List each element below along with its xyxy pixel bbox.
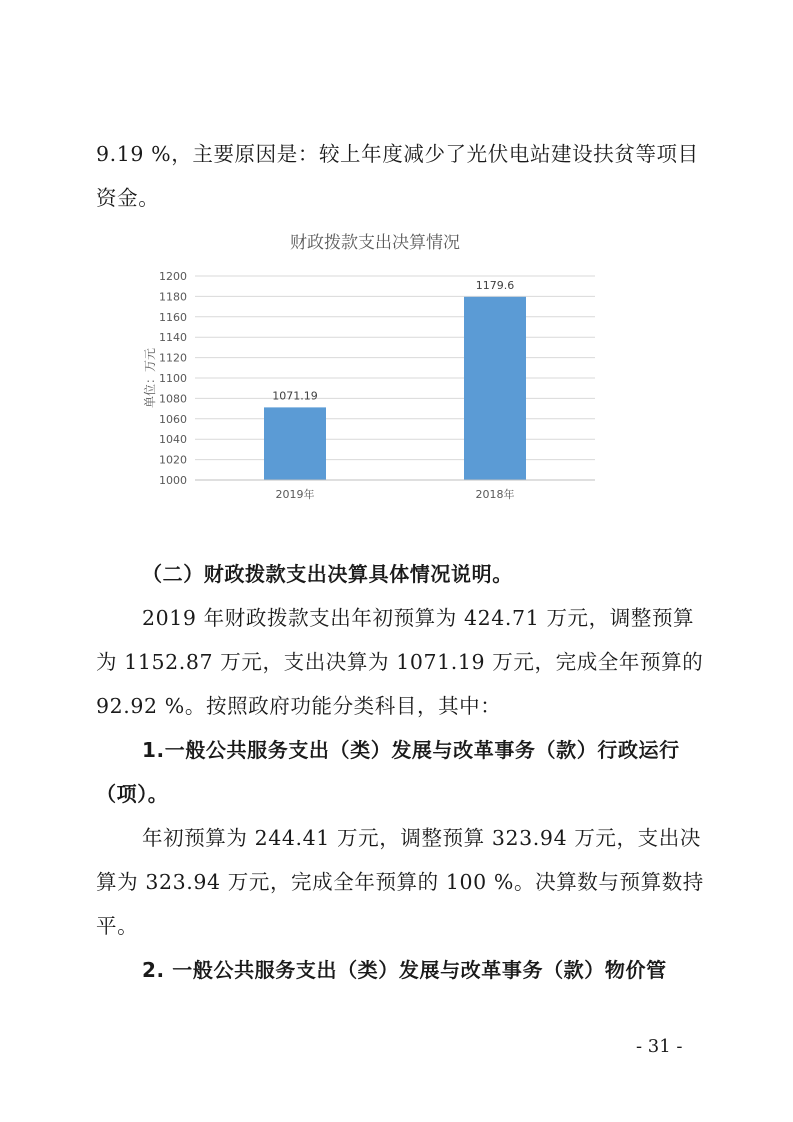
paragraph-line: 2019 年财政拨款支出年初预算为 424.71 万元，调整预算	[142, 606, 695, 630]
y-tick-label: 1120	[159, 351, 187, 365]
paragraph-line: 为 1152.87 万元，支出决算为 1071.19 万元，完成全年预算的	[96, 650, 704, 674]
paragraph-line: 平。	[96, 914, 139, 938]
y-tick-label: 1040	[159, 433, 187, 447]
y-tick-label: 1100	[159, 372, 187, 385]
paragraph-line: 算为 323.94 万元，完成全年预算的 100 %。决算数与预算数持	[96, 870, 704, 894]
paragraph-line: 年初预算为 244.41 万元，调整预算 323.94 万元，支出决	[142, 826, 701, 850]
bar-chart	[140, 218, 610, 510]
y-tick-label: 1080	[159, 392, 187, 406]
chart-title: 财政拨款支出决算情况	[290, 233, 460, 253]
y-tick-label: 1160	[159, 310, 187, 324]
page-number: - 31 -	[636, 1036, 683, 1057]
bar	[464, 297, 526, 480]
y-tick-label: 1000	[159, 474, 187, 487]
data-label: 1071.19	[272, 389, 318, 403]
paragraph-line: 资金。	[96, 186, 160, 210]
y-tick-label: 1200	[159, 270, 187, 283]
y-axis-label: 单位：万元	[143, 347, 157, 409]
y-tick-label: 1140	[159, 331, 187, 345]
x-tick-label: 2019年	[275, 488, 315, 501]
item-heading: 2. 一般公共服务支出（类）发展与改革事务（款）物价管	[142, 958, 667, 982]
paragraph-line: 92.92 %。按照政府功能分类科目，其中：	[96, 694, 502, 718]
item-heading: （项）。	[96, 782, 169, 806]
paragraph-line: 9.19 %，主要原因是：较上年度减少了光伏电站建设扶贫等项目	[96, 142, 699, 166]
y-tick-label: 1060	[159, 412, 187, 426]
section-heading: （二）财政拨款支出决算具体情况说明。	[142, 562, 513, 586]
data-label: 1179.6	[475, 278, 515, 292]
item-heading: 1.一般公共服务支出（类）发展与改革事务（款）行政运行	[142, 738, 680, 762]
x-tick-label: 2018年	[475, 488, 515, 501]
bar	[264, 407, 326, 480]
y-tick-label: 1180	[159, 290, 187, 304]
y-tick-label: 1020	[159, 453, 187, 467]
